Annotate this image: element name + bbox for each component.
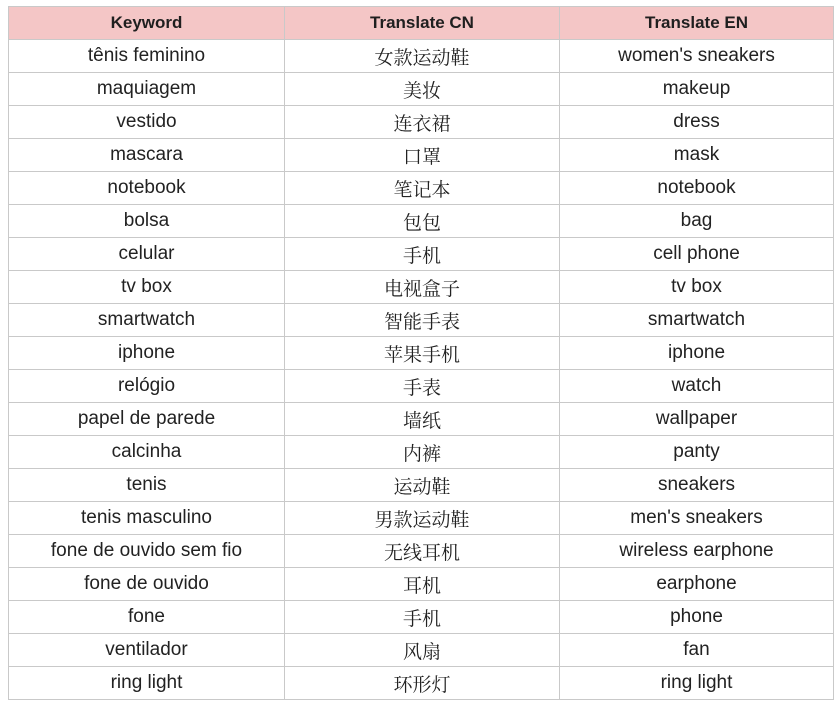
header-translate-cn: Translate CN xyxy=(285,7,560,40)
keyword-cell: ventilador xyxy=(9,634,285,667)
table-row xyxy=(9,106,834,139)
translate-cn-cell: 美妆 xyxy=(285,73,560,106)
table-row xyxy=(9,634,834,667)
table-row xyxy=(9,73,834,106)
table-row xyxy=(9,271,834,304)
table-row xyxy=(9,535,834,568)
translate-cn-cell: 女款运动鞋 xyxy=(285,40,560,73)
keyword-cell: bolsa xyxy=(9,205,285,238)
table-row xyxy=(9,337,834,370)
translate-cn-cell: 苹果手机 xyxy=(285,337,560,370)
table-row xyxy=(9,370,834,403)
keyword-cell: ring light xyxy=(9,667,285,700)
keyword-translation-table-container xyxy=(8,6,833,700)
table-row xyxy=(9,139,834,172)
translate-en-cell: dress xyxy=(560,106,834,139)
translate-en-cell: phone xyxy=(560,601,834,634)
table-row xyxy=(9,238,834,271)
header-row xyxy=(9,7,834,40)
table-row xyxy=(9,172,834,205)
keyword-cell: papel de parede xyxy=(9,403,285,436)
translate-cn-cell: 口罩 xyxy=(285,139,560,172)
keyword-cell: celular xyxy=(9,238,285,271)
translate-en-cell: smartwatch xyxy=(560,304,834,337)
keyword-cell: mascara xyxy=(9,139,285,172)
translate-cn-cell: 手表 xyxy=(285,370,560,403)
translate-cn-cell: 无线耳机 xyxy=(285,535,560,568)
table-row xyxy=(9,40,834,73)
keyword-cell: fone de ouvido xyxy=(9,568,285,601)
translate-en-cell: notebook xyxy=(560,172,834,205)
translate-en-cell: women's sneakers xyxy=(560,40,834,73)
translate-cn-cell: 内裤 xyxy=(285,436,560,469)
table-row xyxy=(9,304,834,337)
table-row xyxy=(9,601,834,634)
translate-cn-cell: 连衣裙 xyxy=(285,106,560,139)
translate-cn-cell: 电视盒子 xyxy=(285,271,560,304)
translate-en-cell: men's sneakers xyxy=(560,502,834,535)
keyword-cell: fone xyxy=(9,601,285,634)
translate-cn-cell: 包包 xyxy=(285,205,560,238)
translate-en-cell: watch xyxy=(560,370,834,403)
translate-cn-cell: 耳机 xyxy=(285,568,560,601)
translate-cn-cell: 手机 xyxy=(285,238,560,271)
keyword-cell: tenis xyxy=(9,469,285,502)
keyword-cell: calcinha xyxy=(9,436,285,469)
translate-cn-cell: 风扇 xyxy=(285,634,560,667)
translate-en-cell: makeup xyxy=(560,73,834,106)
keyword-cell: tênis feminino xyxy=(9,40,285,73)
table-header xyxy=(9,7,834,40)
keyword-cell: relógio xyxy=(9,370,285,403)
keyword-cell: iphone xyxy=(9,337,285,370)
keyword-translation-table xyxy=(8,6,834,700)
translate-cn-cell: 环形灯 xyxy=(285,667,560,700)
translate-en-cell: panty xyxy=(560,436,834,469)
translate-en-cell: tv box xyxy=(560,271,834,304)
header-keyword: Keyword xyxy=(9,7,285,40)
keyword-cell: tv box xyxy=(9,271,285,304)
header-translate-en: Translate EN xyxy=(560,7,834,40)
translate-cn-cell: 手机 xyxy=(285,601,560,634)
table-row xyxy=(9,667,834,700)
translate-cn-cell: 男款运动鞋 xyxy=(285,502,560,535)
keyword-cell: fone de ouvido sem fio xyxy=(9,535,285,568)
keyword-cell: vestido xyxy=(9,106,285,139)
table-body xyxy=(9,40,834,700)
keyword-cell: tenis masculino xyxy=(9,502,285,535)
translate-en-cell: mask xyxy=(560,139,834,172)
translate-en-cell: sneakers xyxy=(560,469,834,502)
translate-en-cell: bag xyxy=(560,205,834,238)
translate-en-cell: wallpaper xyxy=(560,403,834,436)
translate-en-cell: wireless earphone xyxy=(560,535,834,568)
keyword-cell: notebook xyxy=(9,172,285,205)
translate-en-cell: earphone xyxy=(560,568,834,601)
keyword-cell: smartwatch xyxy=(9,304,285,337)
translate-en-cell: ring light xyxy=(560,667,834,700)
table-row xyxy=(9,502,834,535)
table-row xyxy=(9,469,834,502)
table-row xyxy=(9,403,834,436)
translate-en-cell: fan xyxy=(560,634,834,667)
keyword-cell: maquiagem xyxy=(9,73,285,106)
table-row xyxy=(9,436,834,469)
translate-cn-cell: 笔记本 xyxy=(285,172,560,205)
translate-en-cell: cell phone xyxy=(560,238,834,271)
table-row xyxy=(9,205,834,238)
translate-cn-cell: 墙纸 xyxy=(285,403,560,436)
translate-cn-cell: 运动鞋 xyxy=(285,469,560,502)
translate-en-cell: iphone xyxy=(560,337,834,370)
table-row xyxy=(9,568,834,601)
translate-cn-cell: 智能手表 xyxy=(285,304,560,337)
